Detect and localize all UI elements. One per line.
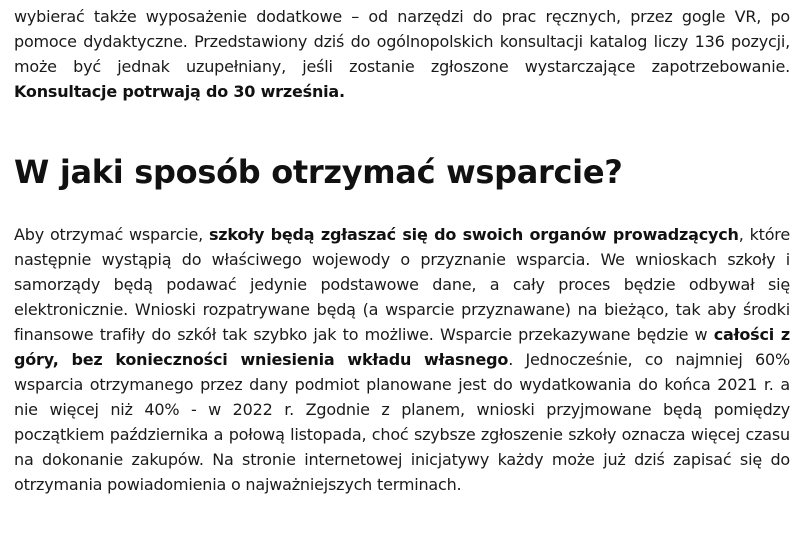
section-text-1: Aby otrzymać wsparcie,	[14, 225, 209, 244]
section-bold-2: całości z góry, bez konieczności wniesienia wkładu własnego	[14, 325, 790, 369]
section-heading: W jaki sposób otrzymać wsparcie?	[14, 153, 623, 191]
intro-text: wybierać także wyposażenie dodatkowe – od narzędzi do prac ręcznych, przez gogle VR, po pomoce dydaktyczne. Przedstawiony dziś do ogólnopolskich konsultacji katalog liczy 136 pozycji, może być jednak uzupełniany, jeśli zostanie zgłoszone wystarczające zapotrzebowanie.	[14, 7, 790, 76]
section-text-2: , które następnie wystąpią do właściwego wojewody o przyznanie wsparcia. We wnioskach szkoły i samorządy będą podawać jedynie podstawowe dane, a cały proces będzie odbywał się elektronicznie. Wnioski rozpatrywane będą (a wsparcie przyznawane) na bieżąco, tak aby środki finansowe trafiły do szkół tak szybko jak to możliwe. Wsparcie przekazywane będzie w	[14, 225, 790, 344]
section-paragraph	[14, 222, 790, 497]
intro-bold-text: Konsultacje potrwają do 30 września.	[14, 82, 345, 101]
intro-paragraph	[14, 0, 790, 104]
section-text-3: . Jednocześnie, co najmniej 60% wsparcia otrzymanego przez dany podmiot planowane jest do wydatkowania do końca 2021 r. a nie więcej niż 40% - w 2022 r. Zgodnie z planem, wnioski przyjmowane będą pomiędzy początkiem października a połową listopada, choć szybsze zgłoszenie szkoły oznacza więcej czasu na dokonanie zakupów. Na stronie internetowej inicjatywy każdy może już dziś zapisać się do otrzymania powiadomienia o najważniejszych terminach.	[14, 350, 790, 494]
section-bold-1: szkoły będą zgłaszać się do swoich organów prowadzących	[208, 225, 739, 244]
